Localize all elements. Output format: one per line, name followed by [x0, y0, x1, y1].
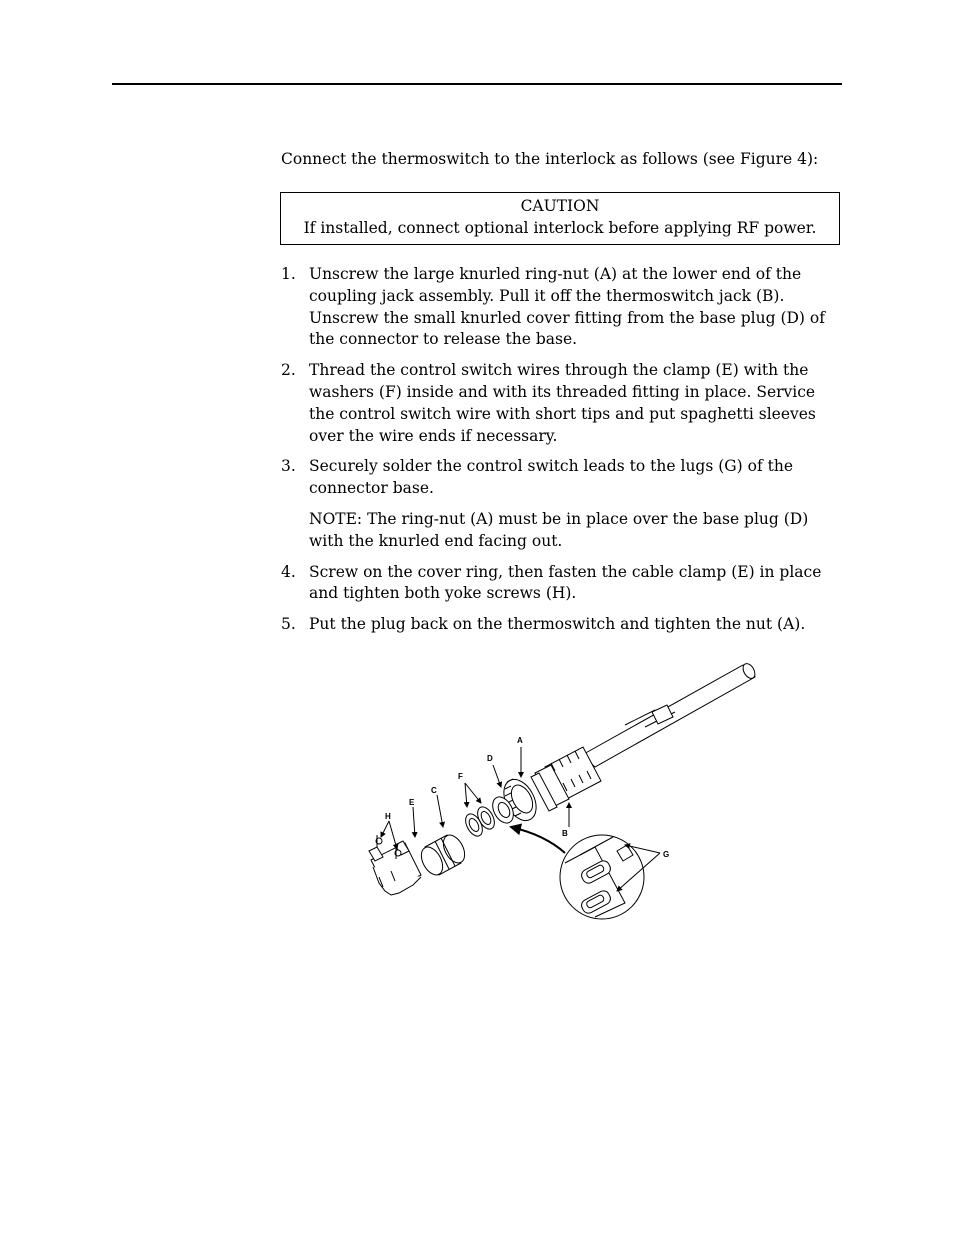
- intro-paragraph: Connect the thermoswitch to the interlock as follows (see Figure 4):: [281, 150, 819, 168]
- lug-detail-circle: [560, 835, 644, 919]
- step-5: [281, 614, 843, 636]
- thermoswitch-connector-figure: [355, 655, 775, 925]
- step-text: Thread the control switch wires through the clamp (E) with the washers (F) inside and with its threaded fitting in place. Service the control switch wire with short tips and put spaghetti sleeves over the wire ends if necessary.: [309, 361, 816, 445]
- exploded-view-illustration: [355, 655, 775, 925]
- cover-fitting-c: [417, 832, 469, 879]
- step-text: Screw on the cover ring, then fasten the cable clamp (E) in place and tighten both yoke screws (H).: [309, 562, 822, 603]
- step-text: Unscrew the large knurled ring-nut (A) at the lower end of the coupling jack assembly. Pull it off the thermoswitch jack (B). Unscrew the small knurled cover fitting from the base plug (D) of the connector to release the base.: [309, 265, 825, 349]
- callout-e: E: [409, 798, 415, 807]
- step-3: [281, 456, 843, 500]
- caution-box: [280, 192, 840, 245]
- step-number: 1.: [281, 265, 296, 283]
- washers-f: [462, 804, 498, 839]
- callout-d: D: [487, 754, 493, 763]
- callout-a: A: [517, 736, 523, 745]
- detail-pointer-arrow: [511, 827, 565, 853]
- callout-b: B: [562, 829, 568, 838]
- callout-c: C: [431, 786, 437, 795]
- caution-title: CAUTION: [520, 197, 600, 215]
- step-4: [281, 562, 843, 606]
- step-text: Securely solder the control switch leads to the lugs (G) of the connector base.: [309, 457, 794, 498]
- step-1: [281, 264, 843, 351]
- note-paragraph: NOTE: The ring-nut (A) must be in place over the base plug (D) with the knurled end facing out.: [309, 509, 809, 550]
- callout-h: H: [385, 812, 391, 821]
- step-number: 3.: [281, 457, 296, 476]
- cable-clamp-e: [369, 835, 421, 895]
- callout-g: G: [663, 850, 670, 859]
- thermoswitch-tube: [582, 662, 757, 767]
- step-text: Put the plug back on the thermoswitch and tighten the nut (A).: [309, 615, 806, 634]
- procedure-steps: [281, 264, 843, 645]
- header-rule: [112, 83, 842, 85]
- step-number: 2.: [281, 361, 296, 380]
- step-number: 4.: [281, 562, 296, 581]
- step-number: 5.: [281, 615, 296, 634]
- callout-f: F: [458, 772, 463, 781]
- caution-text: If installed, connect optional interlock before applying RF power.: [303, 219, 817, 237]
- step-2: [281, 360, 843, 447]
